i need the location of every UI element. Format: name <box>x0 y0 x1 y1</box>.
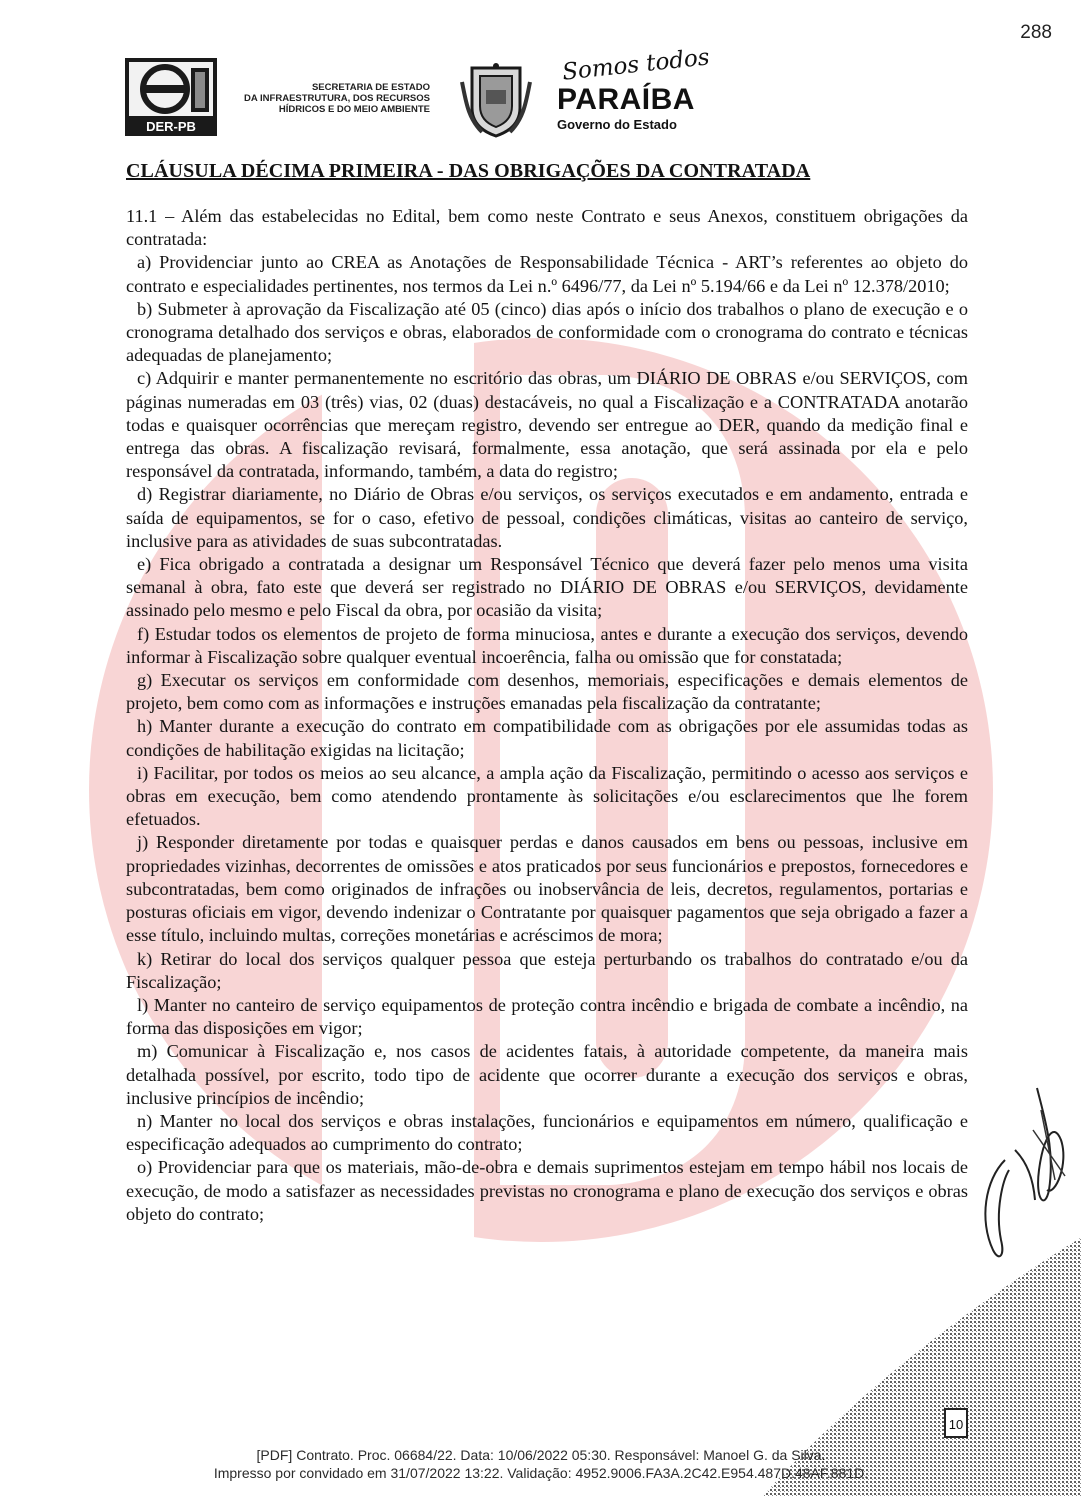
footer-line: Impresso por convidado em 31/07/2022 13:22. Validação: 4952.9006.FA3A.2C42.E954.487D.48AF.881D. <box>213 1465 869 1481</box>
obligation-item: o) Providenciar para que os materiais, mão-de-obra e demais suprimentos estejam em tempo hábil nos locais de execução, de modo a satisfazer as necessidades previstas no cronograma e plano de execução dos serviços e obras objeto do contrato; <box>126 1157 968 1224</box>
footer-line: [PDF] Contrato. Proc. 06684/22. Data: 10/06/2022 05:30. Responsável: Manoel G. da Silva. <box>256 1447 826 1463</box>
letterhead <box>120 44 711 140</box>
page-stamp <box>944 1408 968 1438</box>
secretaria-line: SECRETARIA DE ESTADO <box>311 82 430 93</box>
obligation-item: b) Submeter à aprovação da Fiscalização até 05 (cinco) dias após o início dos trabalhos o plano de execução e o cronograma detalhado dos serviços e obras, elaborados de conformidade com o cronograma do contrato e técnicas adequadas de planejamento; <box>126 298 968 366</box>
gov-slogan: Somos todos <box>561 44 711 86</box>
obligation-item: a) Providenciar junto ao CREA as Anotações de Responsabilidade Técnica - ART’s referentes ao objeto do contrato e especialidades pertinentes, nos termos da Lei n.º 6496/77, da Lei nº 5.194/66 e da Lei nº 12.378/2010; <box>126 252 968 296</box>
der-logo-label: DER-PB <box>146 119 196 134</box>
government-logo <box>540 44 711 140</box>
clause-body <box>126 205 968 1226</box>
coat-of-arms-icon <box>460 62 532 138</box>
der-pb-logo <box>125 58 217 136</box>
obligation-item: e) Fica obrigado a contratada a designar um Responsável Técnico que deverá fazer pelo menos uma visita semanal à obra, fato este que deverá ser registrado no DIÁRIO DE OBRAS e/ou SERVIÇOS, devidamente assinado pelo mesmo e pelo Fiscal da obra, por ocasião da visita; <box>126 554 968 621</box>
secretaria-line: HÍDRICOS E DO MEIO AMBIENTE <box>278 104 430 115</box>
obligation-item: g) Executar os serviços em conformidade com desenhos, memoriais, especificações e demais elementos de projeto, bem como com as informações e instruções emanadas pela fiscalização da contratante; <box>126 670 968 714</box>
gov-state-name: PARAÍBA <box>557 83 695 116</box>
secretaria-text <box>228 82 430 115</box>
obligation-item: k) Retirar do local dos serviços qualquer pessoa que esteja perturbando os trabalhos do contratado e/ou da Fiscalização; <box>126 948 968 992</box>
obligation-item: i) Facilitar, por todos os meios ao seu alcance, a ampla ação da Fiscalização, permitindo o acesso aos serviços e obras em execução, bem como atendendo prontamente às solicitações e/ou esclarecimentos que lhe forem efetuados. <box>126 762 968 830</box>
secretaria-line: DA INFRAESTRUTURA, DOS RECURSOS <box>244 93 430 104</box>
clause-intro: 11.1 – Além das estabelecidas no Edital, bem como neste Contrato e seus Anexos, constituem obrigações da contratada: <box>126 206 968 250</box>
clause-title: CLÁUSULA DÉCIMA PRIMEIRA - DAS OBRIGAÇÕES DA CONTRATADA <box>126 160 811 182</box>
gov-subtitle: Governo do Estado <box>557 117 677 132</box>
obligation-item: m) Comunicar à Fiscalização e, nos casos de acidentes fatais, à autoridade competente, da maneira mais detalhada possível, por escrito, todo tipo de acidente que ocorrer durante a execução dos serviços e obras, inclusive princípios de incêndio; <box>126 1041 968 1108</box>
obligation-item: j) Responder diretamente por todas e quaisquer perdas e danos causados em bens ou pessoas, inclusive em propriedades vizinhas, decorrentes de omissões e atos praticados por seus funcionários e prepostos, fornecedores e subcontratadas, bem como originados de infrações ou inobservância de leis, decretos, regulamentos, portarias e posturas oficiais em vigor, devendo indenizar o Contratante por quaisquer pagamentos que seja obrigado a fazer a esse título, incluindo multas, correções monetárias e acréscimos de mora; <box>126 832 968 946</box>
obligation-item: n) Manter no local dos serviços e obras instalações, funcionários e equipamentos em número, qualificação e especificação adequados ao cumprimento do contrato; <box>126 1110 968 1155</box>
obligation-item: c) Adquirir e manter permanentemente no escritório das obras, um DIÁRIO DE OBRAS e/ou SERVIÇOS, com páginas numeradas em 03 (três) vias, 02 (duas) destacáveis, no qual a Fiscalização e a CONTRATADA anotarão todas e quaisquer ocorrências que mereçam registro, devendo ser entregue ao DER, quando da medição final e entrega das obras. A fiscalização revisará, formalmente, essa anotação, que será assinada por ela e pelo responsável da contratada, informando, também, a data do registro; <box>126 368 968 482</box>
page-number: 288 <box>1020 22 1052 43</box>
obligation-item: f) Estudar todos os elementos de projeto de forma minuciosa, antes e durante a execução dos serviços, devendo informar à Fiscalização sobre qualquer eventual incoerência, falha ou omissão que for constatada; <box>126 623 968 667</box>
stamp-number: 10 <box>948 1417 964 1432</box>
obligation-item: l) Manter no canteiro de serviço equipamentos de proteção contra incêndio e brigada de combate a incêndio, na forma das disposições em vigor; <box>126 994 968 1039</box>
obligation-item: h) Manter durante a execução do contrato em compatibilidade com as obrigações por ele assumidas todas as condições de habilitação exigidas na licitação; <box>126 716 968 760</box>
obligation-item: d) Registrar diariamente, no Diário de Obras e/ou serviços, os serviços executados e em andamento, entrada e saída de equipamentos, se for o caso, efetivo de pessoal, condições climáticas, visitas ao canteiro de serviço, inclusive para as atividades de suas subcontratadas. <box>126 484 968 551</box>
